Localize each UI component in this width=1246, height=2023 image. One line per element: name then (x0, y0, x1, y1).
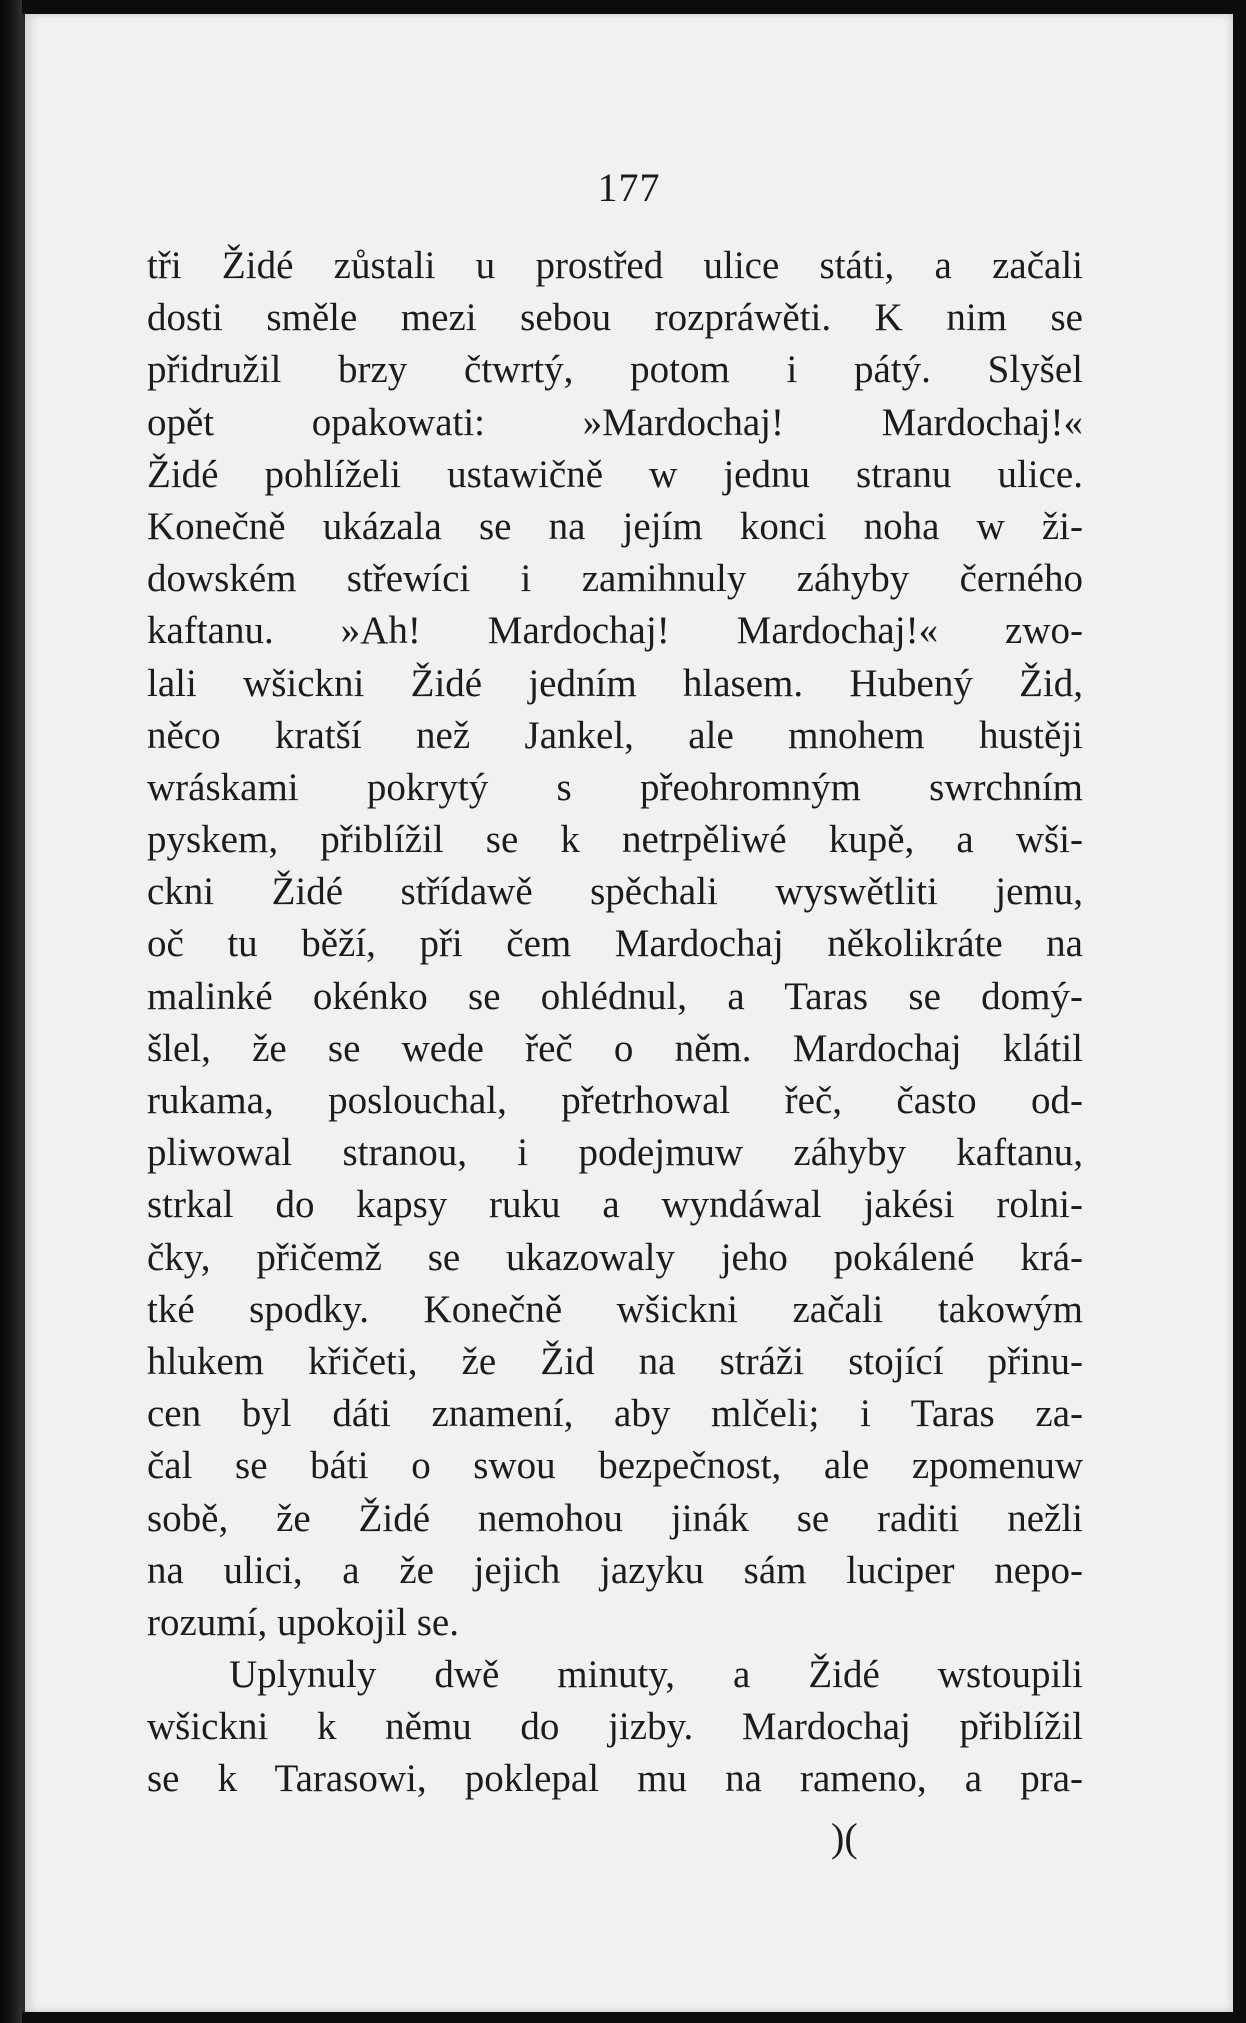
text-line: sobě, že Židé nemohou jinák se raditi nežli (147, 1496, 1083, 1540)
text-line: cen byl dáti znamení, aby mlčeli; i Taras za- (147, 1392, 1083, 1436)
text-line: wráskami pokrytý s přeohromným swrchním (147, 765, 1083, 809)
text-line: dosti směle mezi sebou rozpráwěti. K nim se (147, 296, 1083, 340)
text-line: čal se báti o swou bezpečnost, ale zpomenuw (147, 1444, 1083, 1488)
text-line: lali wšickni Židé jedním hlasem. Hubený Žid, (147, 661, 1083, 705)
text-line: dowském střewíci i zamihnuly záhyby černého (147, 557, 1083, 601)
text-line: tké spodky. Konečně wšickni začali takowým (147, 1287, 1083, 1331)
text-line: čky, přičemž se ukazowaly jeho pokálené krá- (147, 1235, 1083, 1279)
text-line: něco kratší než Jankel, ale mnohem hustěji (147, 713, 1083, 757)
book-spine-edge (0, 0, 22, 2023)
text-line: rozumí, upokojil se. (147, 1600, 459, 1644)
text-line: wšickni k němu do jizby. Mardochaj přiblížil (147, 1705, 1083, 1749)
text-line: ckni Židé střídawě spěchali wyswětliti jemu, (147, 870, 1083, 914)
text-line: kaftanu. »Ah! Mardochaj! Mardochaj!« zwo- (147, 609, 1083, 653)
paragraph-1 (147, 240, 1083, 1649)
body-text (147, 240, 1083, 1806)
page-number: 177 (597, 165, 661, 210)
text-line: Uplynuly dwě minuty, a Židé wstoupili (229, 1653, 1083, 1697)
text-line: šlel, že se wede řeč o něm. Mardochaj klátil (147, 1026, 1083, 1070)
text-line: na ulici, a že jejich jazyku sám luciper nepo- (147, 1548, 1083, 1592)
text-line: opět opakowati: »Mardochaj! Mardochaj!« (147, 400, 1083, 444)
text-line: malinké okénko se ohlédnul, a Taras se domý- (147, 974, 1083, 1018)
text-line: strkal do kapsy ruku a wyndáwal jakési rolni- (147, 1183, 1083, 1227)
text-line: hlukem křičeti, že Žid na stráži stojící přinu- (147, 1339, 1083, 1383)
book-page (22, 14, 1233, 2012)
text-line: pyskem, přiblížil se k netrpěliwé kupě, a wši- (147, 818, 1083, 862)
text-line: Konečně ukázala se na jejím konci noha w ži- (147, 504, 1083, 548)
text-line: se k Tarasowi, poklepal mu na rameno, a pra- (147, 1757, 1083, 1801)
signature-mark: )( (831, 1815, 858, 1860)
text-line: rukama, poslouchal, přetrhowal řeč, často od- (147, 1079, 1083, 1122)
text-line: oč tu běží, při čem Mardochaj několikráte na (147, 922, 1083, 966)
text-line: tři Židé zůstali u prostřed ulice státi, a začali (147, 244, 1083, 287)
paragraph-2 (147, 1649, 1083, 1806)
text-line: pliwowal stranou, i podejmuw záhyby kaftanu, (147, 1131, 1083, 1175)
text-line: Židé pohlíželi ustawičně w jednu stranu ulice. (147, 452, 1083, 496)
text-line: přidružil brzy čtwrtý, potom i pátý. Slyšel (147, 348, 1083, 392)
